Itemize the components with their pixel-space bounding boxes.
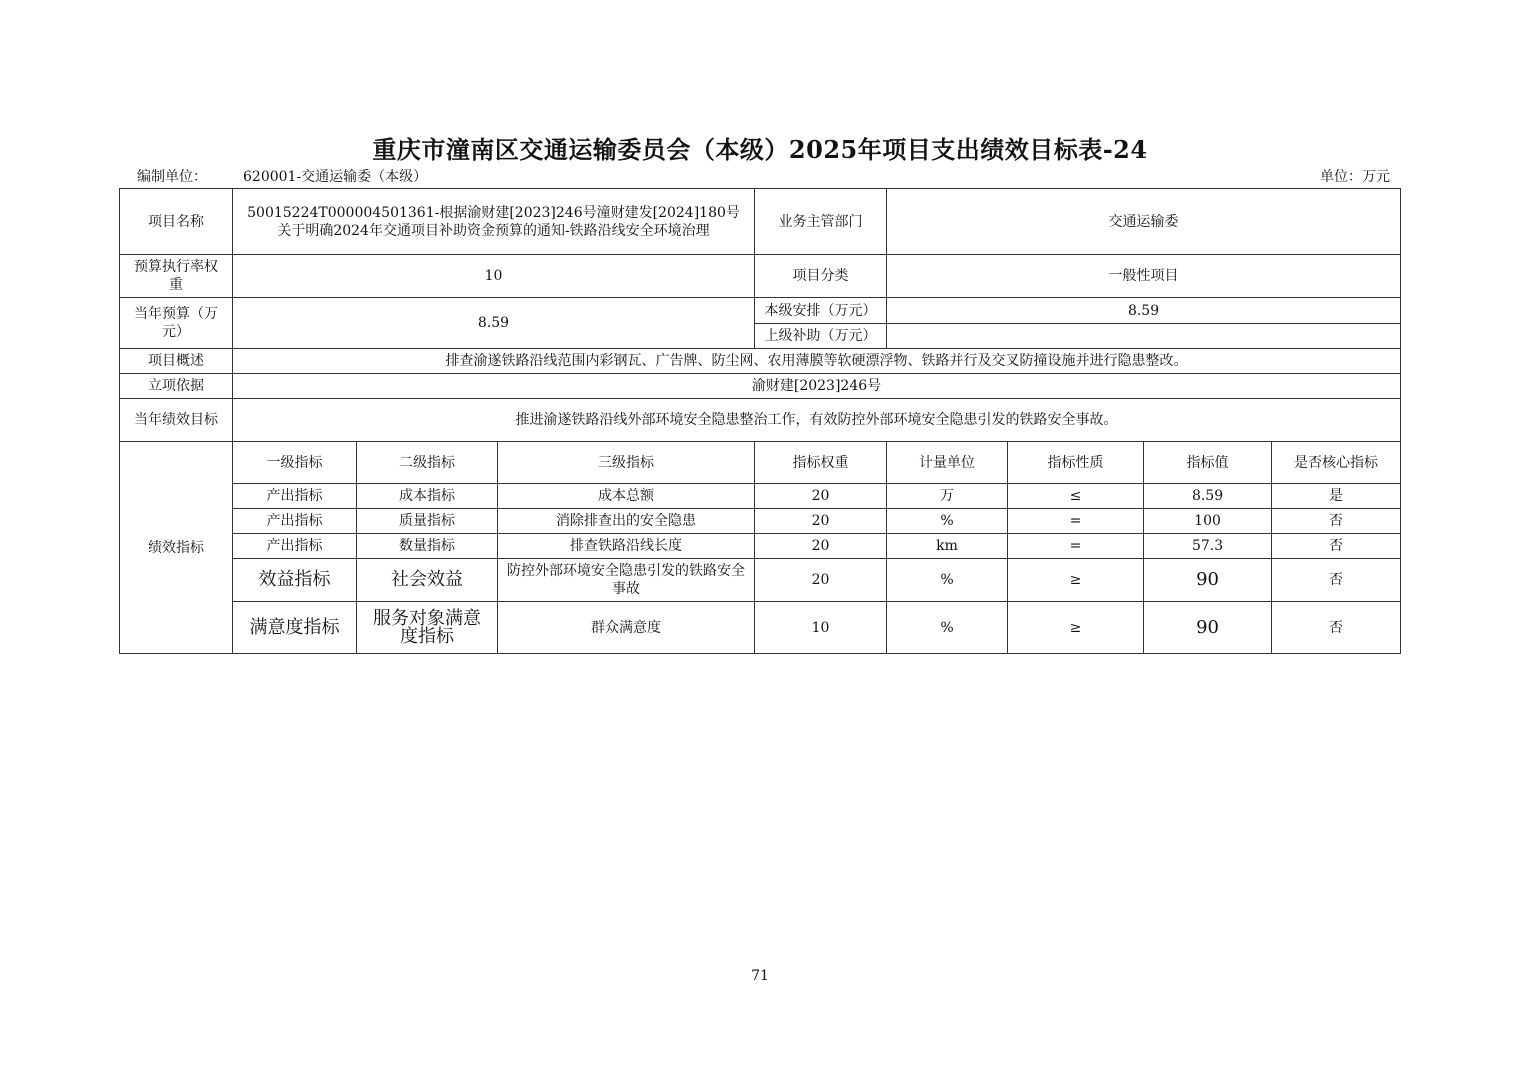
- cell-value: 90: [1144, 602, 1272, 654]
- project-name-value: 50015224T000004501361-根据渝财建[2023]246号潼财建发[2024]180号关于明确2024年交通项目补助资金预算的通知-铁路沿线安全环境治理: [233, 189, 755, 255]
- cell-core: 是: [1272, 484, 1401, 509]
- cell-level1: 产出指标: [233, 534, 357, 559]
- header-value: 指标值: [1144, 442, 1272, 484]
- header-nature: 指标性质: [1008, 442, 1144, 484]
- cell-level2: 社会效益: [357, 559, 498, 602]
- upper-value: [887, 324, 1401, 349]
- header-level1: 一级指标: [233, 442, 357, 484]
- cell-unit: %: [887, 559, 1008, 602]
- cell-value: 100: [1144, 509, 1272, 534]
- cell-level2: 质量指标: [357, 509, 498, 534]
- cell-value: 57.3: [1144, 534, 1272, 559]
- exec-weight-value: 10: [233, 255, 755, 298]
- table-row: [120, 559, 1401, 602]
- cell-weight: 20: [755, 534, 887, 559]
- cell-nature: ≥: [1008, 602, 1144, 654]
- cell-nature: =: [1008, 534, 1144, 559]
- local-label: 本级安排（万元）: [755, 298, 887, 324]
- table-row: [120, 484, 1401, 509]
- cell-level1: 产出指标: [233, 484, 357, 509]
- performance-table: [119, 188, 1401, 654]
- basis-value: 渝财建[2023]246号: [233, 374, 1401, 399]
- unit-label: 单位：万元: [1320, 169, 1390, 185]
- cell-unit: %: [887, 602, 1008, 654]
- budget-value: 8.59: [233, 298, 755, 349]
- cell-nature: ≤: [1008, 484, 1144, 509]
- cell-level1: 效益指标: [233, 559, 357, 602]
- header-level3: 三级指标: [498, 442, 755, 484]
- cell-unit: %: [887, 509, 1008, 534]
- cell-weight: 10: [755, 602, 887, 654]
- cell-level1: 满意度指标: [233, 602, 357, 654]
- cell-nature: ≥: [1008, 559, 1144, 602]
- org-label: 编制单位：: [137, 169, 207, 185]
- cell-level3: 消除排查出的安全隐患: [498, 509, 755, 534]
- cell-level2: 数量指标: [357, 534, 498, 559]
- row-overview: [120, 349, 1401, 374]
- overview-value: 排查渝遂铁路沿线范围内彩钢瓦、广告牌、防尘网、农用薄膜等软硬漂浮物、铁路并行及交叉防撞设施并进行隐患整改。: [233, 349, 1401, 374]
- cell-unit: km: [887, 534, 1008, 559]
- row-goal: [120, 399, 1401, 442]
- header-unit: 计量单位: [887, 442, 1008, 484]
- cell-value: 90: [1144, 559, 1272, 602]
- page-number: 71: [751, 968, 769, 984]
- goal-value: 推进渝遂铁路沿线外部环境安全隐患整治工作，有效防控外部环境安全隐患引发的铁路安全事故。: [233, 399, 1401, 442]
- row-exec-weight: [120, 255, 1401, 298]
- local-value: 8.59: [887, 298, 1401, 324]
- header-weight: 指标权重: [755, 442, 887, 484]
- cell-core: 否: [1272, 602, 1401, 654]
- dept-value: 交通运输委: [887, 189, 1401, 255]
- project-name-label: 项目名称: [120, 189, 233, 255]
- cell-level3: 排查铁路沿线长度: [498, 534, 755, 559]
- table-row: [120, 534, 1401, 559]
- category-value: 一般性项目: [887, 255, 1401, 298]
- cell-level2: 成本指标: [357, 484, 498, 509]
- cell-core: 否: [1272, 534, 1401, 559]
- header-level2: 二级指标: [357, 442, 498, 484]
- cell-nature: =: [1008, 509, 1144, 534]
- overview-label: 项目概述: [120, 349, 233, 374]
- cell-weight: 20: [755, 509, 887, 534]
- cell-weight: 20: [755, 559, 887, 602]
- perf-header-row: [120, 442, 1401, 484]
- budget-label: 当年预算（万元）: [120, 298, 233, 349]
- cell-level3: 成本总额: [498, 484, 755, 509]
- dept-label: 业务主管部门: [755, 189, 887, 255]
- org-value: 620001-交通运输委（本级）: [243, 169, 428, 185]
- row-budget-local: [120, 298, 1401, 324]
- goal-label: 当年绩效目标: [120, 399, 233, 442]
- header-core: 是否核心指标: [1272, 442, 1401, 484]
- exec-weight-label: 预算执行率权重: [120, 255, 233, 298]
- perf-label: 绩效指标: [120, 442, 233, 654]
- cell-core: 否: [1272, 509, 1401, 534]
- cell-core: 否: [1272, 559, 1401, 602]
- category-label: 项目分类: [755, 255, 887, 298]
- upper-label: 上级补助（万元）: [755, 324, 887, 349]
- page-title: 重庆市潼南区交通运输委员会（本级）2025年项目支出绩效目标表-24: [372, 135, 1148, 164]
- cell-level1: 产出指标: [233, 509, 357, 534]
- row-basis: [120, 374, 1401, 399]
- table-row: [120, 602, 1401, 654]
- basis-label: 立项依据: [120, 374, 233, 399]
- cell-level3: 防控外部环境安全隐患引发的铁路安全事故: [498, 559, 755, 602]
- cell-value: 8.59: [1144, 484, 1272, 509]
- cell-unit: 万: [887, 484, 1008, 509]
- cell-weight: 20: [755, 484, 887, 509]
- table-row: [120, 509, 1401, 534]
- cell-level2: 服务对象满意度指标: [357, 602, 498, 654]
- cell-level3: 群众满意度: [498, 602, 755, 654]
- row-project-name: [120, 189, 1401, 255]
